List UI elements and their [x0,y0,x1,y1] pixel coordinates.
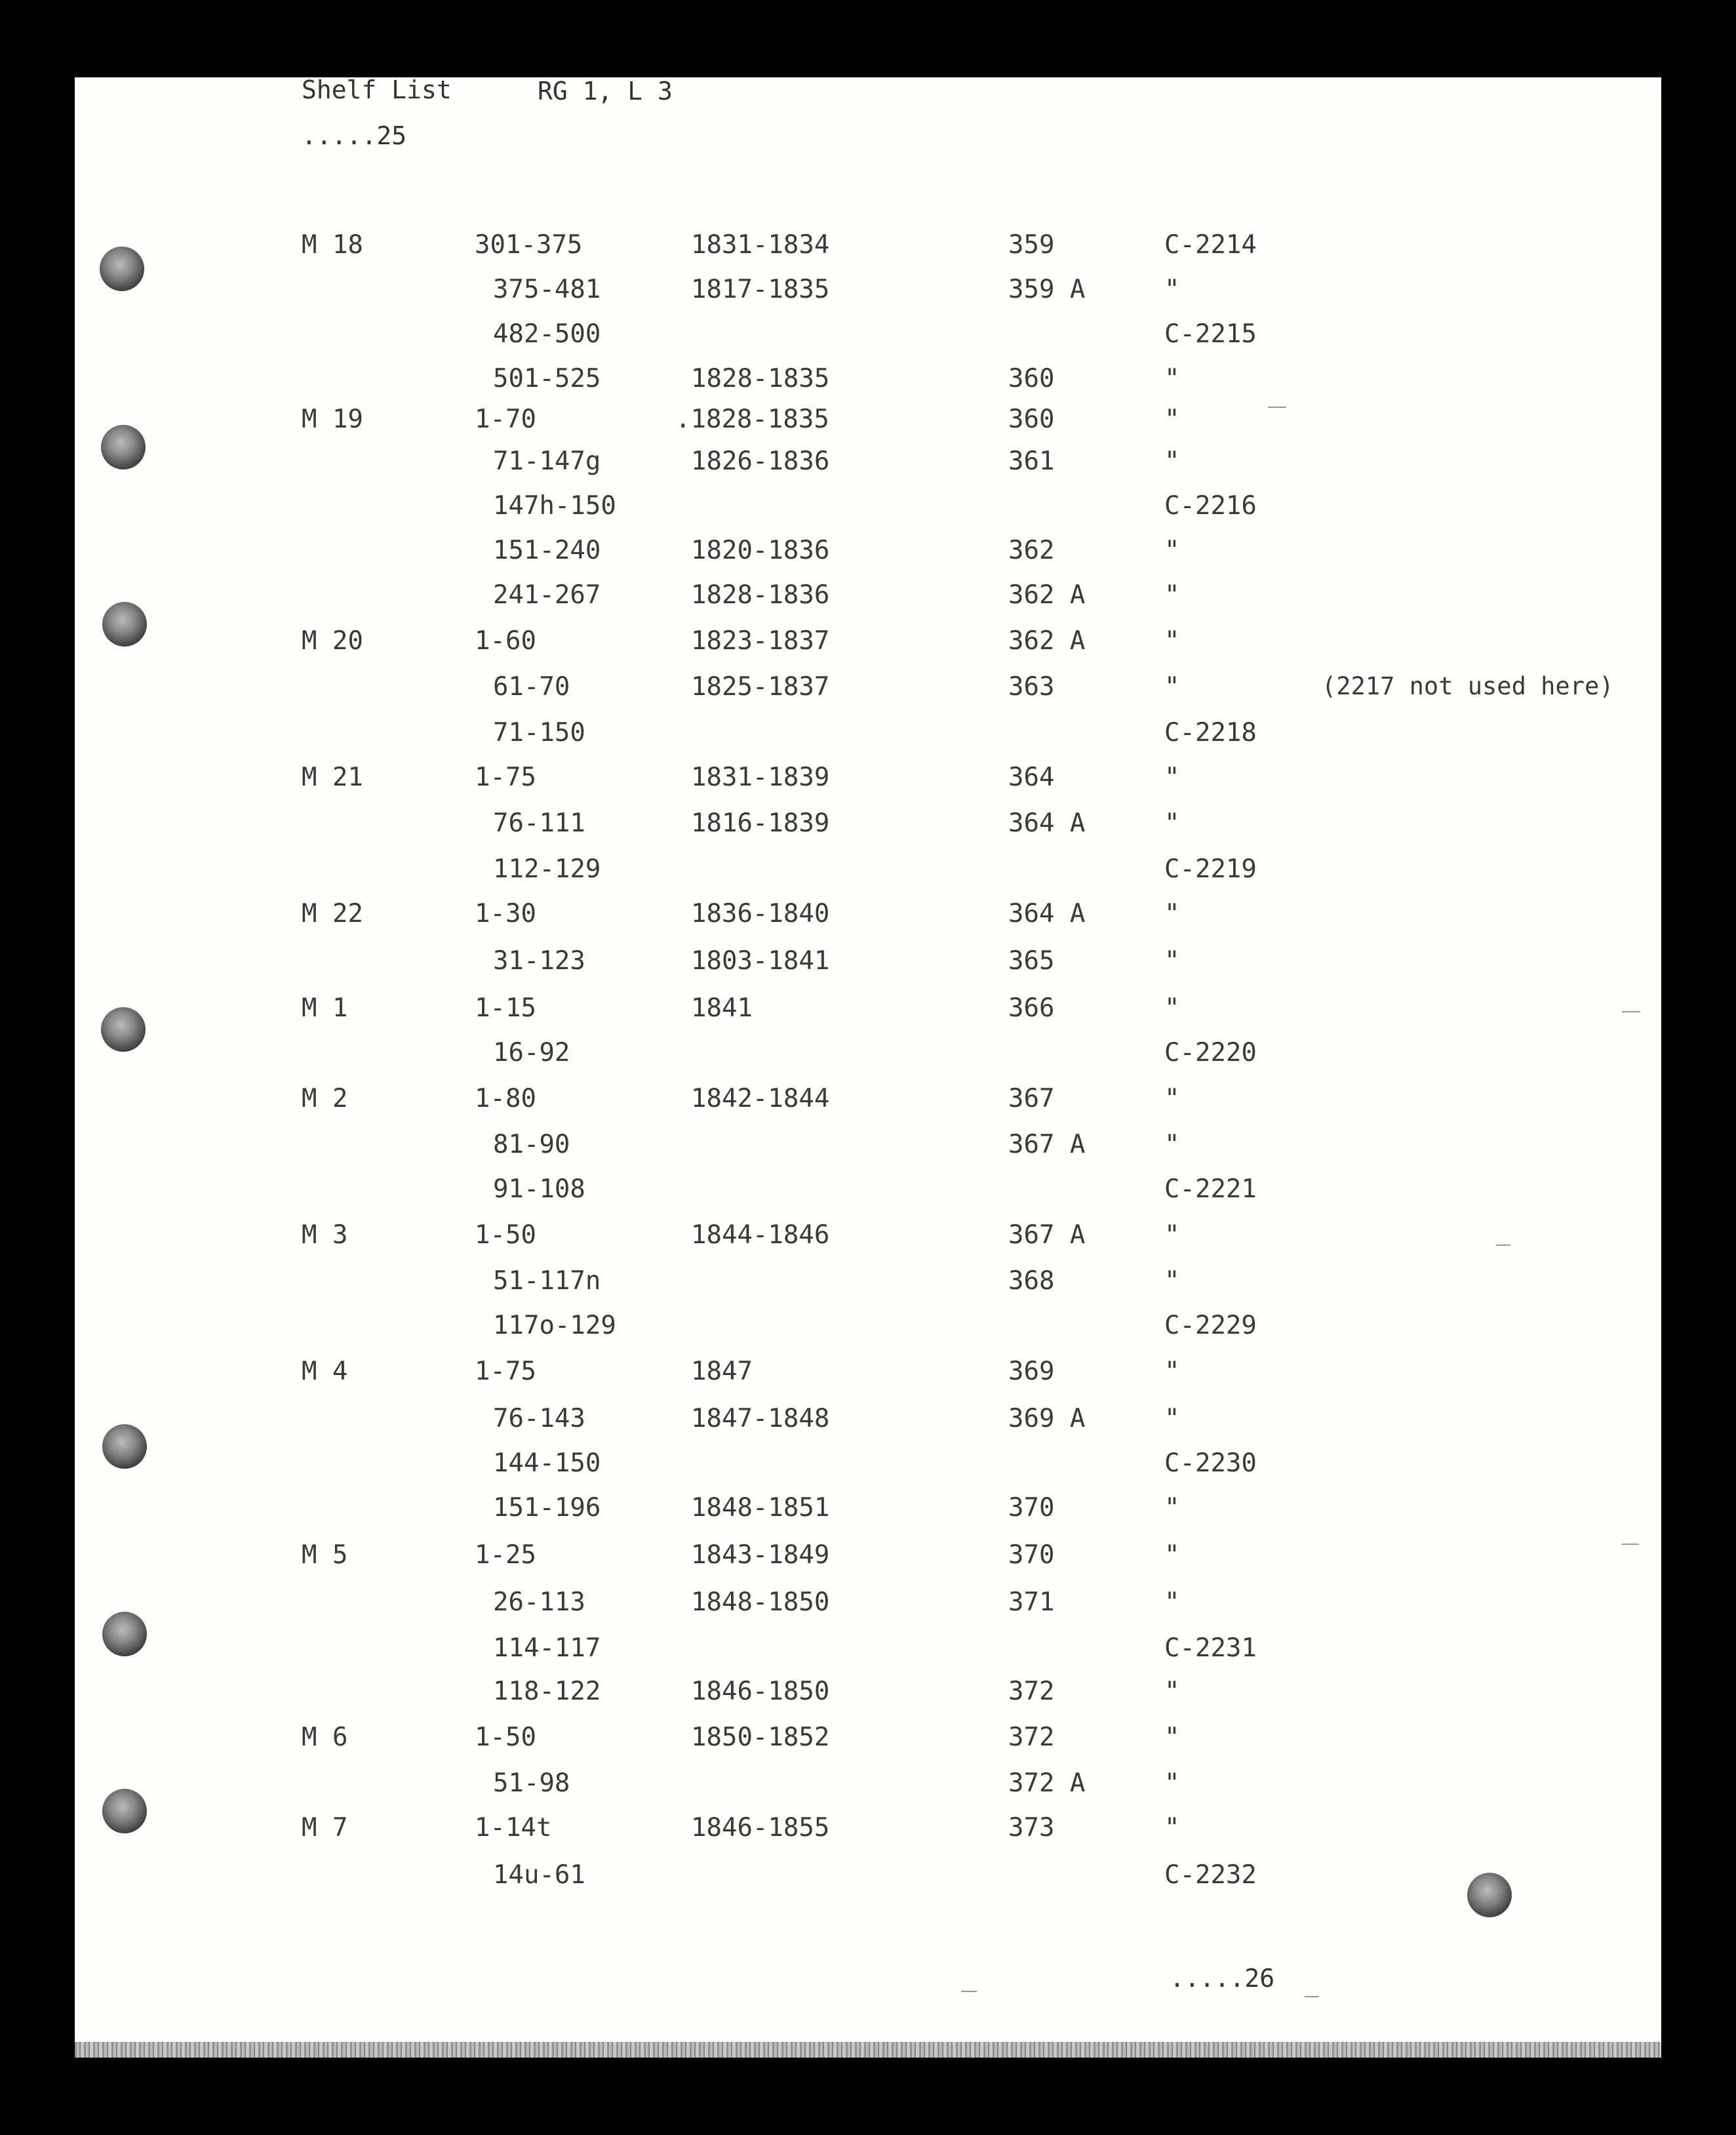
row-vol: 372 [1008,1677,1055,1706]
row-vol: 362 A [1008,626,1086,656]
row-range: 51-98 [493,1768,570,1798]
row-vol: 367 A [1008,1130,1086,1159]
row-vol: 372 [1008,1723,1055,1752]
row-reel: " [1164,536,1180,565]
row-range: 375-481 [493,275,601,304]
row-dates: 1823-1837 [691,626,830,656]
row-dates: 1826-1836 [691,447,830,476]
row-vol: 362 [1008,536,1055,565]
document-page [75,77,1661,2058]
row-range: 147h-150 [493,491,616,521]
row-range: 1-75 [475,1357,536,1386]
row-reel: " [1164,1084,1180,1113]
row-reel: " [1164,1540,1180,1570]
row-dates: 1828-1835 [691,364,830,393]
row-range: 118-122 [493,1677,601,1706]
row-box: M 5 [302,1540,348,1570]
row-reel: " [1164,1768,1180,1798]
punch-hole [100,247,144,291]
stray-mark [1305,1996,1319,1997]
continued-from-page: .....25 [302,121,407,150]
row-vol: 367 A [1008,1220,1086,1250]
row-reel: " [1164,1266,1180,1296]
stray-mark [961,1991,977,1992]
row-range: 1-50 [475,1220,536,1250]
row-dates: 1820-1836 [691,536,830,565]
row-vol: 368 [1008,1266,1055,1296]
row-range: 241-267 [493,580,601,610]
row-range: 151-240 [493,536,601,565]
row-box: M 1 [302,993,348,1023]
row-reel: " [1164,672,1180,702]
row-box: M 2 [302,1084,348,1113]
row-box: M 4 [302,1357,348,1386]
punch-hole [102,1789,147,1833]
row-vol: 366 [1008,993,1055,1023]
row-dates: 1848-1851 [691,1493,830,1523]
row-reel: C-2231 [1164,1633,1257,1663]
stray-mark [1622,1011,1640,1012]
row-range: 51-117n [493,1266,601,1296]
row-vol: 373 [1008,1813,1055,1843]
row-reel: " [1164,993,1180,1023]
row-dates: 1848-1850 [691,1587,830,1617]
row-range: 16-92 [493,1038,570,1068]
row-reel: C-2229 [1164,1311,1257,1340]
row-reel: " [1164,1130,1180,1159]
row-dates: 1817-1835 [691,275,830,304]
row-range: 91-108 [493,1174,585,1204]
row-dates: 1828-1836 [691,580,830,610]
row-range: 81-90 [493,1130,570,1159]
row-vol: 371 [1008,1587,1055,1617]
row-reel: " [1164,447,1180,476]
row-range: 71-147g [493,447,601,476]
row-box: M 19 [302,405,363,434]
row-reel: C-2220 [1164,1038,1257,1068]
row-vol: 369 [1008,1357,1055,1386]
row-range: 117o-129 [493,1311,616,1340]
row-dates: 1803-1841 [691,946,830,976]
row-box: M 21 [302,763,363,792]
stray-mark [1496,1245,1510,1246]
row-reel: C-2216 [1164,491,1257,521]
row-vol: 372 A [1008,1768,1086,1798]
row-reel: " [1164,580,1180,610]
row-reel: C-2218 [1164,718,1257,748]
row-reel: " [1164,364,1180,393]
row-reel: " [1164,1493,1180,1523]
row-reel: " [1164,899,1180,928]
row-reel: " [1164,1813,1180,1843]
row-dates: 1843-1849 [691,1540,830,1570]
record-group-reference: RG 1, L 3 [538,77,673,106]
row-range: 26-113 [493,1587,585,1617]
row-range: 151-196 [493,1493,601,1523]
row-box: M 7 [302,1813,348,1843]
row-box: M 22 [302,899,363,928]
row-range: 1-14t [475,1813,552,1843]
row-dates: 1816-1839 [691,808,830,838]
row-range: 76-111 [493,808,585,838]
row-dates: 1831-1834 [691,230,830,260]
row-dates: 1831-1839 [691,763,830,792]
row-vol: 364 [1008,763,1055,792]
row-reel: " [1164,275,1180,304]
punch-hole [102,1612,147,1656]
row-reel: C-2219 [1164,854,1257,884]
row-dates: 1836-1840 [691,899,830,928]
punch-hole [102,1424,147,1469]
row-range: 31-123 [493,946,585,976]
scan-edge-strip [75,2042,1661,2058]
row-dates: 1847 [691,1357,753,1386]
row-reel: " [1164,1723,1180,1752]
row-box: M 6 [302,1723,348,1752]
row-box: M 20 [302,626,363,656]
row-vol: 370 [1008,1540,1055,1570]
row-reel: C-2221 [1164,1174,1257,1204]
row-reel: " [1164,808,1180,838]
continued-on-page: .....26 [1170,1964,1275,1993]
row-note: (2217 not used here) [1322,672,1614,700]
row-vol: 370 [1008,1493,1055,1523]
punch-hole [101,425,146,469]
row-box: M 18 [302,230,363,260]
row-range: 76-143 [493,1404,585,1433]
row-reel: " [1164,1677,1180,1706]
row-range: 1-30 [475,899,536,928]
row-range: 1-70 [475,405,536,434]
row-range: 301-375 [475,230,583,260]
row-reel: " [1164,946,1180,976]
row-range: 112-129 [493,854,601,884]
stray-mark [1268,407,1286,408]
row-range: 482-500 [493,319,601,349]
row-dates: 1850-1852 [691,1723,830,1752]
row-reel: " [1164,1404,1180,1433]
row-reel: C-2232 [1164,1860,1257,1890]
row-vol: 361 [1008,447,1055,476]
row-range: 1-50 [475,1723,536,1752]
row-range: 61-70 [493,672,570,702]
row-vol: 363 [1008,672,1055,702]
row-vol: 365 [1008,946,1055,976]
row-range: 1-25 [475,1540,536,1570]
row-vol: 359 [1008,230,1055,260]
row-vol: 360 [1008,364,1055,393]
row-vol: 364 A [1008,808,1086,838]
row-range: 114-117 [493,1633,601,1663]
row-box: M 3 [302,1220,348,1250]
row-dates: 1847-1848 [691,1404,830,1433]
row-dates: 1846-1850 [691,1677,830,1706]
punch-hole [1467,1873,1512,1917]
row-range: 71-150 [493,718,585,748]
row-range: 501-525 [493,364,601,393]
row-range: 1-75 [475,763,536,792]
row-reel: C-2230 [1164,1448,1257,1478]
row-reel: " [1164,405,1180,434]
row-vol: 362 A [1008,580,1086,610]
row-reel: " [1164,763,1180,792]
row-dates: 1844-1846 [691,1220,830,1250]
row-reel: C-2215 [1164,319,1257,349]
punch-hole [101,1007,146,1052]
row-vol: 359 A [1008,275,1086,304]
row-vol: 367 [1008,1084,1055,1113]
row-dates: .1828-1835 [675,405,829,434]
row-reel: " [1164,1220,1180,1250]
row-range: 1-60 [475,626,536,656]
shelf-list-title: Shelf List [302,77,452,104]
row-reel: C-2214 [1164,230,1257,260]
row-reel: " [1164,626,1180,656]
row-reel: " [1164,1357,1180,1386]
row-dates: 1842-1844 [691,1084,830,1113]
row-dates: 1841 [691,993,753,1023]
punch-hole [102,602,147,647]
stray-mark [1622,1544,1639,1545]
row-range: 1-80 [475,1084,536,1113]
row-range: 14u-61 [493,1860,585,1890]
row-reel: " [1164,1587,1180,1617]
row-range: 1-15 [475,993,536,1023]
row-vol: 360 [1008,405,1055,434]
row-vol: 369 A [1008,1404,1086,1433]
row-range: 144-150 [493,1448,601,1478]
row-dates: 1846-1855 [691,1813,830,1843]
row-vol: 364 A [1008,899,1086,928]
row-dates: 1825-1837 [691,672,830,702]
